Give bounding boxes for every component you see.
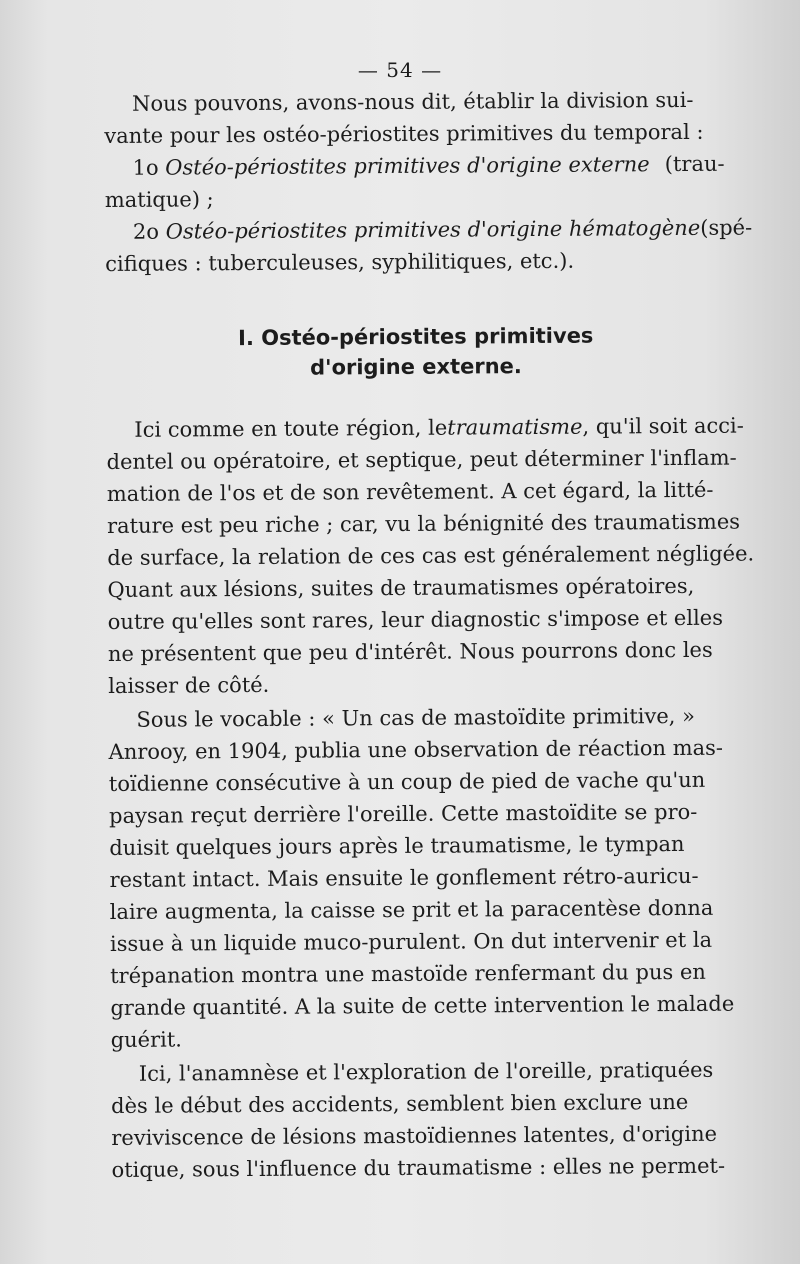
paragraph-1-first-line: Ici comme en toute région, le traumatisme , qu'il soit acci-	[106, 410, 726, 446]
text-line: vante pour les ostéo-périostites primitives du temporal :	[104, 119, 704, 148]
text-line: ne présentent que peu d'intérêt. Nous pourrons donc les	[107, 637, 713, 666]
text-line: rature est peu riche ; car, vu la bénignité des traumatismes	[106, 509, 741, 538]
text-line: reviviscence de lésions mastoïdiennes latentes, d'origine	[111, 1121, 718, 1150]
text-line: laisser de côté.	[108, 672, 270, 698]
list-number: 1o	[132, 155, 166, 180]
text-line: dès le début des accidents, semblent bien exclure une	[111, 1089, 689, 1118]
italic-term: Ostéo-périostites primitives d'origine externe	[165, 152, 650, 180]
paragraph-3-body	[111, 1086, 732, 1186]
list-number: 2o	[132, 219, 166, 244]
text-line: grande quantité. A la suite de cette intervention le malade	[110, 991, 735, 1020]
italic-term: Ostéo-périostites primitives d'origine hématogène	[165, 215, 701, 244]
text-line: matique) ;	[104, 187, 214, 212]
section-heading	[106, 320, 726, 384]
text-line: dentel ou opératoire, et septique, peut déterminer l'inflam-	[106, 445, 737, 474]
text-line: de surface, la relation de ces cas est généralement négligée.	[107, 541, 755, 570]
italic-term: traumatisme	[447, 414, 583, 440]
text-line: duisit quelques jours après le traumatisme, le tympan	[109, 831, 685, 860]
text-body	[104, 84, 755, 1186]
text-line: Anrooy, en 1904, publia une observation de réaction mas-	[108, 735, 724, 764]
text-line: toïdienne consécutive à un coup de pied de vache qu'un	[108, 767, 706, 796]
text-fragment: (spé-	[700, 215, 753, 240]
text-line: Quant aux lésions, suites de traumatismes opératoires,	[107, 573, 695, 602]
text-line: cifiques : tuberculeuses, syphilitiques, etc.).	[105, 248, 575, 276]
text-line: otique, sous l'influence du traumatisme : elles ne permet-	[111, 1153, 726, 1182]
text-line: restant intact. Mais ensuite le gonflement rétro-auricu-	[109, 863, 699, 892]
text-line: issue à un liquide muco-purulent. On dut intervenir et la	[109, 927, 713, 956]
paragraph-2-body	[108, 732, 735, 1024]
list-item-1	[104, 148, 724, 184]
section-heading-line-1: I. Ostéo-périostites primitives	[238, 323, 594, 351]
text-line: trépanation montra une mastoïde renfermant du pus en	[110, 959, 706, 988]
page-number: — 54 —	[357, 58, 443, 82]
paragraph-2-first-line: Sous le vocable : « Un cas de mastoïdite primitive, »	[136, 703, 695, 732]
text-line: outre qu'elles sont rares, leur diagnostic s'impose et elles	[107, 605, 724, 634]
text-line: guérit.	[110, 1027, 182, 1052]
text-fragment: (trau-	[664, 151, 725, 177]
paragraph-1-body	[106, 442, 755, 670]
text-line: Nous pouvons, avons-nous dit, établir la division sui-	[132, 87, 694, 116]
text-line: mation de l'os et de son revêtement. A cet égard, la litté-	[106, 477, 714, 506]
text-line: paysan reçut derrière l'oreille. Cette mastoïdite se pro-	[108, 799, 698, 828]
paragraph-3-first-line: Ici, l'anamnèse et l'exploration de l'oreille, pratiquées	[138, 1057, 714, 1086]
text-line: laire augmenta, la caisse se prit et la paracentèse donna	[109, 895, 714, 924]
list-item-2	[105, 212, 753, 248]
section-heading-line-2: d'origine externe.	[309, 354, 522, 380]
